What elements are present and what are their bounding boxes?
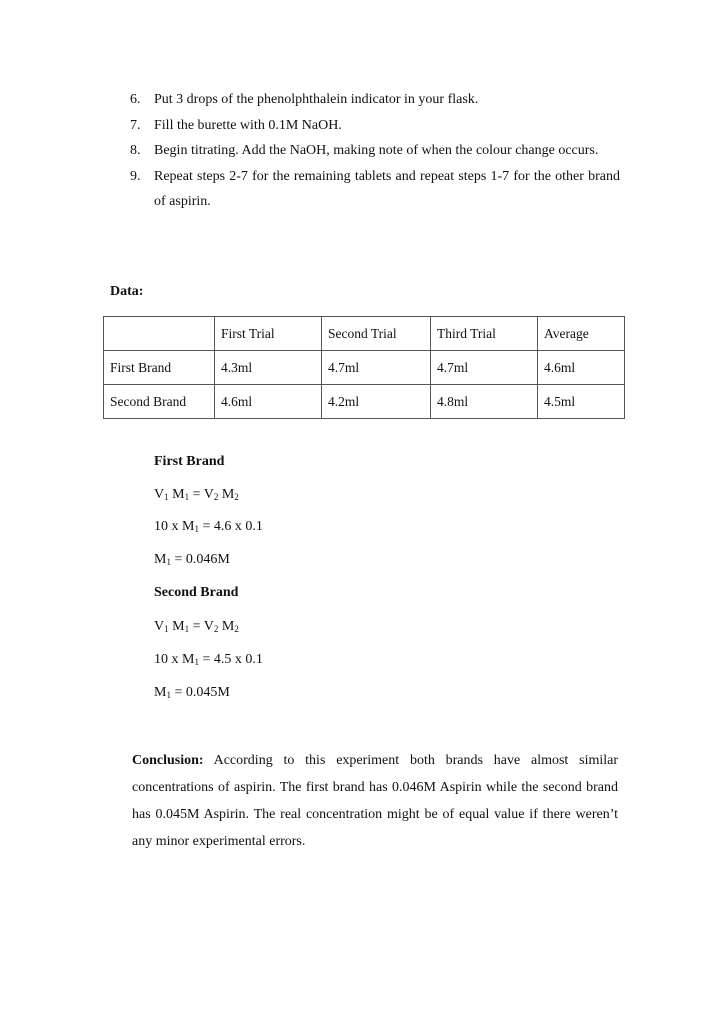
second-brand-result [154, 683, 554, 705]
first-brand-title: First Brand [154, 454, 225, 469]
table-header-cell: Third Trial [431, 317, 538, 351]
table-cell: 4.6ml [538, 351, 625, 385]
eq-subscript: 1 [166, 557, 171, 567]
eq-text: M [218, 487, 235, 502]
eq-subscript: 1 [184, 624, 190, 634]
step-number: 8. [130, 143, 141, 158]
table-cell: 4.7ml [431, 351, 538, 385]
table-header-cell: Average [538, 317, 625, 351]
eq-subscript: 1 [194, 524, 199, 534]
eq-text: 10 x M [154, 519, 195, 534]
eq-text: V [154, 619, 165, 634]
procedure-steps [130, 87, 620, 215]
step-text: Repeat steps 2-7 for the remaining tablets and repeat steps 1-7 for the other brand of aspirin. [154, 168, 620, 209]
conclusion-paragraph [132, 747, 618, 855]
table-cell: Second Brand [104, 385, 215, 419]
table-header-cell: First Trial [215, 317, 322, 351]
eq-subscript: 1 [194, 657, 199, 667]
second-brand-equation-general [154, 617, 554, 639]
data-heading: Data: [110, 284, 144, 299]
table-cell: 4.2ml [322, 385, 431, 419]
first-brand-result [154, 550, 554, 572]
data-table [103, 316, 625, 419]
first-brand-equation-general [154, 485, 554, 507]
eq-text: = V [189, 487, 214, 502]
eq-subscript: 1 [164, 492, 169, 502]
table-cell: 4.5ml [538, 385, 625, 419]
table-cell: 4.3ml [215, 351, 322, 385]
eq-subscript: 1 [184, 492, 190, 502]
eq-subscript: 2 [234, 492, 239, 502]
conclusion-label: Conclusion: [132, 753, 204, 768]
table-cell: 4.7ml [322, 351, 431, 385]
eq-subscript: 1 [166, 690, 171, 700]
eq-text: V [154, 487, 165, 502]
second-brand-title: Second Brand [154, 585, 239, 600]
eq-text: = 4.5 x 0.1 [198, 652, 263, 667]
conclusion-text: According to this experiment both brands have almost similar concentrations of aspirin. The first brand has 0.046M Aspirin while the second brand has 0.045M Aspirin. The real concentration might be of equal value if there weren’t any minor experimental errors. [132, 753, 618, 849]
eq-text: = V [189, 619, 214, 634]
step-number: 6. [130, 92, 141, 107]
procedure-step [130, 113, 620, 139]
step-text: Begin titrating. Add the NaOH, making note of when the colour change occurs. [154, 143, 599, 158]
eq-text: M [218, 619, 235, 634]
eq-text: M [168, 619, 185, 634]
procedure-step [130, 138, 620, 164]
eq-text: M [154, 552, 167, 567]
procedure-step [130, 87, 620, 113]
table-header-cell: Second Trial [322, 317, 431, 351]
first-brand-equation-substituted [154, 517, 554, 539]
eq-text: M [154, 685, 167, 700]
table-cell: 4.6ml [215, 385, 322, 419]
eq-subscript: 2 [234, 624, 239, 634]
eq-subscript: 2 [213, 492, 219, 502]
procedure-step [130, 164, 620, 215]
second-brand-equation-substituted [154, 650, 554, 672]
eq-subscript: 1 [164, 624, 169, 634]
table-cell: 4.8ml [431, 385, 538, 419]
eq-text: = 4.6 x 0.1 [198, 519, 263, 534]
table-row [104, 351, 625, 385]
step-text: Put 3 drops of the phenolphthalein indicator in your flask. [154, 92, 479, 107]
table-header-row [104, 317, 625, 351]
eq-text: = 0.045M [170, 685, 230, 700]
eq-text: = 0.046M [170, 552, 230, 567]
eq-subscript: 2 [213, 624, 219, 634]
eq-text: 10 x M [154, 652, 195, 667]
step-number: 9. [130, 168, 141, 184]
step-text: Fill the burette with 0.1M NaOH. [154, 117, 342, 133]
eq-text: M [168, 487, 185, 502]
table-row [104, 385, 625, 419]
step-number: 7. [130, 117, 141, 133]
table-header-cell [104, 317, 215, 351]
table-cell: First Brand [104, 351, 215, 385]
